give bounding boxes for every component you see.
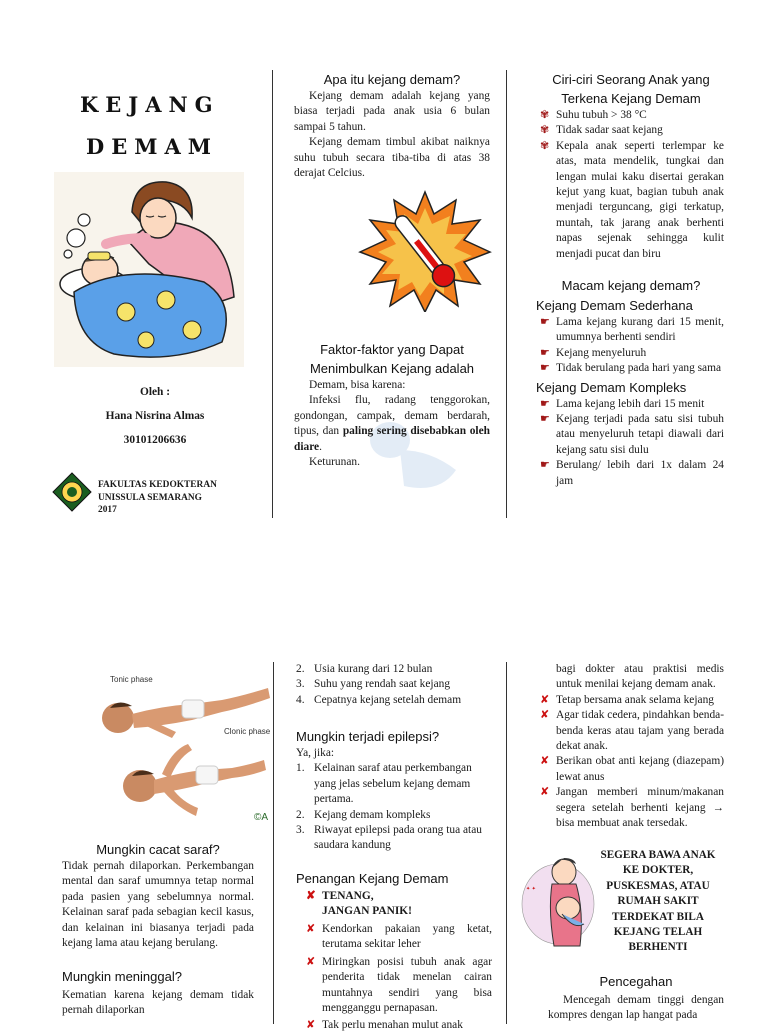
cross-bullet-icon: ✘ [306,890,316,902]
what-is-section [294,70,490,181]
by-label: Oleh : [139,386,171,398]
list-item: ✾ Suhu tubuh > 38 °C [540,109,647,121]
epilepsy-heading: Mungkin terjadi epilepsi? [296,729,440,744]
author-name: Hana Nisrina Almas [105,410,205,422]
death-heading: Mungkin meninggal? [62,969,182,984]
epilepsy-section [296,728,492,854]
calm-message [296,889,492,919]
mother-carrying-child-illustration [518,850,596,950]
handling-list [296,922,492,1034]
flower-bullet-icon: ✾ [540,109,550,121]
seizure-phases-figure [92,668,272,828]
hand-bullet-icon: ☛ [540,316,550,328]
divider-top-right [506,70,507,518]
prevention-section [548,972,724,1024]
hand-bullet-icon: ☛ [540,413,550,426]
factors-body-end: . [319,440,322,453]
cross-bullet-icon: ✘ [540,709,550,722]
hand-bullet-icon: ☛ [540,459,550,472]
cross-bullet-icon: ✘ [540,693,550,706]
types-heading: Macam kejang demam? [561,278,701,293]
list-item: ☛ Tidak berulang pada hari yang sama [540,362,722,375]
faculty-line1: FAKULTAS KEDOKTERAN [98,480,217,490]
risk-continued-section [296,662,492,708]
list-item: ✾ Kepala anak seperti terlempar ke atas, mata mendelik, tungkai dan lengan mulai kaku disertai gerakan kejut yang kuat, bagian tubuh anak menjadi terguncang, gigi terkatup, muntah, tak jarang anak berhenti napas sejenak sehingga kulit menjadi pucat dan biru [540,139,724,260]
types-section [538,276,724,489]
tonic-phase-label: Tonic phase [110,675,153,684]
handling-continuation: bagi dokter atau praktisi medis untuk menilai kejang demam anak. [556,663,724,691]
list-item: ☛ Lama kejang kurang dari 15 menit, umumnya berhenti sendiri [540,316,724,344]
divider-top-left [272,70,273,518]
flower-bullet-icon: ✾ [540,139,550,152]
list-item: ✘ Tak perlu menahan mulut anak [306,1019,463,1032]
calm-line1: TENANG, [322,890,374,902]
list-item: ☛ Lama kejang lebih dari 15 menit [540,397,705,410]
callout-text: SEGERA BAWA ANAK KE DOKTER, PUSKESMAS, ATAU RUMAH SAKIT TERDEKAT BILA KEJANG TELAH BERHENTI [600,849,716,954]
complex-list [538,397,724,489]
simple-list [538,315,724,377]
death-section [62,968,254,1019]
figure-credit: ©A [254,812,269,823]
cross-bullet-icon: ✘ [306,1019,316,1032]
list-item: 3. Riwayat epilepsi pada orang tua atau saudara kandung [296,824,482,852]
cover-title-line1: KEJANG [80,92,220,117]
list-item: ☛ Kejang terjadi pada satu sisi tubuh atau menyeluruh tetapi diawali dari kejang satu sisi dulu [540,413,724,456]
what-is-para1: Kejang demam adalah kejang yang biasa terjadi pada anak usia 6 bulan sampai 5 tahun. [294,90,490,133]
nerve-section [62,840,254,951]
risk-list [296,662,492,708]
clonic-phase-label: Clonic phase [224,727,271,736]
factors-section [294,340,490,470]
simple-heading: Kejang Demam Sederhana [536,298,693,313]
what-is-para2: Kejang demam timbul akibat naiknya suhu tubuh secara tiba-tiba di atas 38 derajat Celcius. [294,136,490,180]
cover-title-line2: DEMAM [86,134,219,159]
handling-heading: Penangan Kejang Demam [296,871,449,886]
faculty-line2: UNISSULA SEMARANG [98,492,202,503]
list-item: 4. Cepatnya kejang setelah demam [296,693,462,706]
complex-heading: Kejang Demam Kompleks [536,379,687,395]
list-item: ☛ Berulang/ lebih dari 1x dalam 24 jam [540,459,724,487]
factors-body [294,393,490,455]
cross-bullet-icon: ✘ [306,955,316,968]
cross-bullet-icon: ✘ [540,786,550,799]
list-item: 2. Usia kurang dari 12 bulan [296,663,433,675]
svg-text:✦ ✦: ✦ ✦ [526,886,536,892]
thermometer-burst-illustration [358,190,492,312]
divider-bottom-right [506,662,507,1024]
factors-intro: Demam, bisa karena: [309,379,406,391]
list-item: ✾ Tidak sadar saat kejang [540,124,663,137]
what-is-heading: Apa itu kejang demam? [323,72,461,87]
hand-bullet-icon: ☛ [540,346,550,359]
handling-continued-section [538,662,724,831]
cross-bullet-icon: ✘ [540,755,550,768]
list-item: ✘ Berikan obat anti kejang (diazepam) lewat anus [540,755,724,783]
flower-bullet-icon: ✾ [540,124,550,137]
urgent-callout [592,848,724,956]
faculty-block [98,479,268,517]
factors-extra: Keturunan. [309,456,360,469]
signs-section [538,70,724,262]
divider-bottom-left [273,662,274,1024]
author-id: 30101206636 [123,434,187,446]
list-item: ✘ Agar tidak cedera, pindahkan benda-benda keras atau tajam yang berada dekat anak. [540,709,724,753]
handling-continued-list [538,693,724,832]
list-item: ✘ Kendorkan pakaian yang ketat, terutama sekitar leher [306,923,492,951]
factors-heading-line1: Faktor-faktor yang Dapat [320,342,464,357]
calm-line2: JANGAN PANIK! [322,905,412,917]
nerve-heading: Mungkin cacat saraf? [96,842,220,857]
list-item: 2. Kejang demam kompleks [296,808,431,821]
signs-list [538,108,724,262]
list-item: 3. Suhu yang rendah saat kejang [296,678,451,691]
prevention-heading: Pencegahan [599,974,673,989]
list-item: ☛ Kejang menyeluruh [540,346,647,359]
signs-heading-line1: Ciri-ciri Seorang Anak yang [552,72,710,87]
epilepsy-intro: Ya, jika: [296,747,335,759]
hand-bullet-icon: ☛ [540,397,550,410]
faculty-year: 2017 [98,505,117,516]
epilepsy-list [296,761,492,853]
cover-credits [40,380,270,452]
list-item: 1. Kelainan saraf atau perkembangan yang jelas sebelum kejang demam pertama. [296,762,472,806]
prevention-body: Mencegah demam tinggi dengan kompres dengan lap hangat pada [548,994,724,1022]
mother-sick-child-illustration [54,172,244,367]
list-item: ✘ Tetap bersama anak selama kejang [540,693,714,706]
list-item: ✘ Jangan memberi minum/makanan segera setelah berhenti kejang → bisa membuat anak tersedak. [540,786,724,830]
cross-bullet-icon: ✘ [306,923,316,935]
nerve-body: Tidak pernah dilaporkan. Perkembangan mental dan saraf umumnya tetap normal pada pasien yang sebelumnya normal. Kelainan saraf pada sebagian kecil kasus, dan kelainan ini biasanya terjadi pada kejang lama atau kejang berulang. [62,860,254,950]
factors-body-bold: paling sering disebabkan oleh diare [294,425,490,453]
death-body: Kematian karena kejang demam tidak pernah dilaporkan [62,989,254,1017]
hand-bullet-icon: ☛ [540,362,550,375]
factors-body-plain: Infeksi flu, radang tenggorokan, gondongan, campak, demam berdarah, tipus, dan [294,394,490,438]
factors-heading-line2: Menimbulkan Kejang adalah [309,361,475,376]
list-item: ✘ Miringkan posisi tubuh anak agar penderita tidak menelan cairan muntahnya sendiri yang bisa mengganggu pernapasan. [306,955,492,1015]
signs-heading-line2: Terkena Kejang Demam [561,91,701,106]
university-logo [52,472,92,512]
handling-section [296,870,492,1034]
